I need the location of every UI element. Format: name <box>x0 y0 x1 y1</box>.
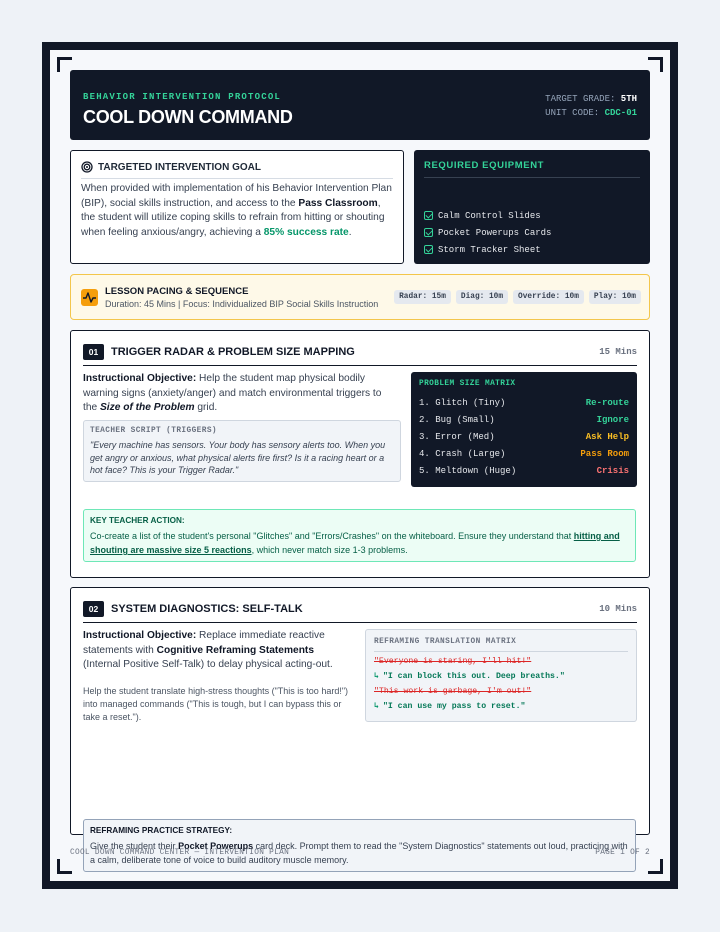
section-time: 15 Mins <box>599 347 637 357</box>
equipment-heading: REQUIRED EQUIPMENT <box>424 160 545 171</box>
reframe-lines <box>374 654 628 714</box>
page-frame <box>42 42 678 889</box>
corner-mark <box>648 57 663 72</box>
goal-text: When provided with implementation of his Behavior Intervention Plan (BIP), social skills instruction, and access to the Pass Classroom, the student will utilize coping skills to refrain from hitting or shouting when feeling anxious/angry, achieving a 85% success rate. <box>81 183 392 238</box>
corner-mark <box>648 859 663 874</box>
header-meta <box>545 92 637 120</box>
strategy-text: Give the student their Pocket Powerups card deck. Prompt them to read the "System Diagnostics" statements out loud, practicing with a calm, deliberate tone of voice to build auditory muscle memory. <box>90 841 628 865</box>
equipment-item: Pocket Powerups Cards <box>424 224 551 241</box>
action-text: Co-create a list of the student's personal "Glitches" and "Errors/Crashes" on the whiteboard. Ensure they understand that hitting and shouting are massive size 5 reactions, which never match size 1-3 problems. <box>90 531 620 555</box>
problem-size-matrix <box>411 372 637 487</box>
pacing-chip: Radar: 15m <box>394 290 451 304</box>
arrow-icon: ↳ <box>374 672 379 681</box>
page-header <box>70 70 650 140</box>
matrix-row: 2. Bug (Small) Ignore <box>419 415 629 426</box>
matrix-rows <box>419 395 629 479</box>
matrix-row: 4. Crash (Large) Pass Room <box>419 448 629 459</box>
section-number: 01 <box>83 344 104 360</box>
divider <box>81 178 393 179</box>
practice-strategy <box>83 819 636 872</box>
key-teacher-action <box>83 509 636 562</box>
checkbox-icon <box>424 211 433 220</box>
corner-mark <box>57 859 72 874</box>
grade-label: TARGET GRADE: <box>545 94 616 104</box>
grade-value: 5TH <box>620 94 637 104</box>
goal-heading <box>81 161 261 173</box>
action-label: KEY TEACHER ACTION: <box>90 516 185 525</box>
teacher-script <box>83 420 401 482</box>
script-quote: "Every machine has sensors. Your body has sensory alerts too. When you get angry or anxious, what physical alerts fire first? Is it a racing heart or a hot face? This is your Trigger Radar." <box>90 440 386 475</box>
unit-value: CDC-01 <box>604 108 637 118</box>
footer-left: COOL DOWN COMMAND CENTER — INTERVENTION PLAN <box>70 849 290 857</box>
pacing-subtitle: Duration: 45 Mins | Focus: Individualized BIP Social Skills Instruction <box>105 299 379 309</box>
section-time: 10 Mins <box>599 604 637 614</box>
instructional-objective: Instructional Objective: Help the student map physical bodily warning signs (anxiety/anger) and match environmental triggers to the Size of the Problem grid. <box>83 373 382 413</box>
pacing-chip: Override: 10m <box>513 290 584 304</box>
equipment-list <box>424 207 551 258</box>
reframe-label: REFRAMING TRANSLATION MATRIX <box>374 638 517 646</box>
protocol-label: BEHAVIOR INTERVENTION PROTOCOL <box>83 92 282 102</box>
checkbox-icon <box>424 245 433 254</box>
pacing-chip: Play: 10m <box>589 290 641 304</box>
reframed-statement: ↳ "I can use my pass to reset." <box>374 702 526 711</box>
equipment-item: Calm Control Slides <box>424 207 551 224</box>
pacing-chips <box>394 290 641 304</box>
divider <box>83 622 637 623</box>
help-text: Help the student translate high-stress thoughts ("This is too hard!") into managed commands ("This is tough, but I can bypass this or take a reset."). <box>83 686 349 722</box>
checkbox-icon <box>424 228 433 237</box>
arrow-icon: ↳ <box>374 702 379 711</box>
section-title: SYSTEM DIAGNOSTICS: SELF-TALK <box>111 603 303 615</box>
script-label: TEACHER SCRIPT (TRIGGERS) <box>90 427 217 435</box>
pacing-chip: Diag: 10m <box>456 290 508 304</box>
page-footer <box>70 849 650 857</box>
target-icon <box>81 161 93 173</box>
equipment-card <box>414 150 650 264</box>
section-number: 02 <box>83 601 104 617</box>
page-title: COOL DOWN COMMAND <box>83 107 293 127</box>
reframed-statement: ↳ "I can block this out. Deep breaths." <box>374 672 565 681</box>
page-number: PAGE 1 OF 2 <box>595 849 650 857</box>
reframing-matrix <box>365 629 637 722</box>
negative-statement: "Everyone is staring, I'll hit!" <box>374 657 532 666</box>
goal-card <box>70 150 404 264</box>
section-title: TRIGGER RADAR & PROBLEM SIZE MAPPING <box>111 346 355 358</box>
section-trigger-radar <box>70 330 650 578</box>
instructional-objective: Instructional Objective: Replace immediate reactive statements with Cognitive Reframing Statements (Internal Positive Self-Talk) to delay physical acting-out. <box>83 630 333 670</box>
matrix-row: 3. Error (Med) Ask Help <box>419 431 629 442</box>
corner-mark <box>57 57 72 72</box>
strategy-label: REFRAMING PRACTICE STRATEGY: <box>90 826 233 835</box>
pacing-heading: LESSON PACING & SEQUENCE <box>105 286 249 297</box>
matrix-row: 1. Glitch (Tiny) Re-route <box>419 398 629 409</box>
unit-label: UNIT CODE: <box>545 108 600 118</box>
document-page <box>50 50 670 881</box>
divider <box>424 177 640 178</box>
equipment-item: Storm Tracker Sheet <box>424 241 551 258</box>
divider <box>83 365 637 366</box>
negative-statement: "This work is garbage, I'm out!" <box>374 687 532 696</box>
matrix-row: 5. Meltdown (Huge) Crisis <box>419 465 629 476</box>
goal-heading-text: TARGETED INTERVENTION GOAL <box>98 161 261 173</box>
pacing-bar <box>70 274 650 320</box>
matrix-label: PROBLEM SIZE MATRIX <box>419 380 516 388</box>
divider <box>374 651 628 652</box>
pulse-icon <box>81 289 98 306</box>
